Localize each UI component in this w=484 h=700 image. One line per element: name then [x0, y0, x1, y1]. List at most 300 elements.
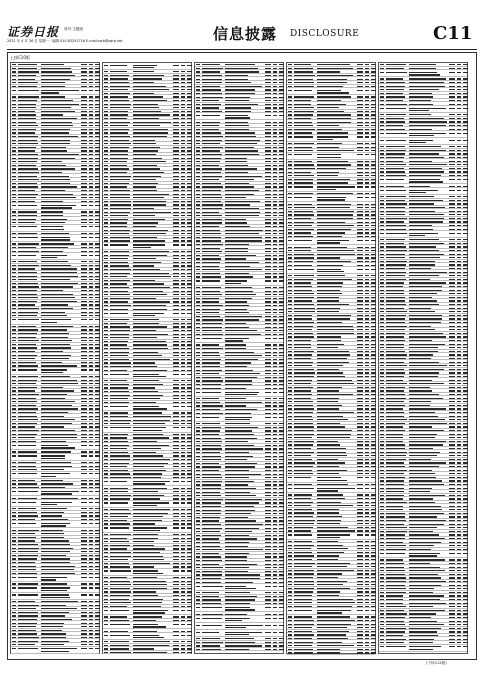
table-cell	[457, 419, 461, 420]
table-cell	[12, 111, 16, 112]
table-cell	[225, 287, 252, 288]
table-cell	[371, 225, 376, 226]
table-cell	[386, 233, 407, 234]
table-cell	[279, 567, 284, 568]
table-cell	[317, 372, 343, 373]
table-cell	[18, 158, 38, 159]
table-cell	[173, 527, 179, 528]
table-cell	[95, 251, 100, 252]
table-cell	[294, 573, 314, 574]
table-cell	[279, 405, 284, 406]
table-cell	[81, 430, 87, 431]
table-cell	[371, 265, 376, 266]
table-cell	[380, 93, 384, 94]
table-cell	[81, 147, 87, 148]
table-cell	[294, 387, 313, 388]
table-cell	[317, 505, 353, 506]
table-cell	[41, 229, 64, 230]
table-cell	[18, 562, 35, 563]
table-cell	[265, 266, 271, 267]
table-cell	[449, 175, 455, 176]
table-cell	[12, 143, 16, 144]
table-cell	[288, 383, 292, 384]
table-cell	[187, 434, 192, 435]
table-cell	[110, 129, 129, 130]
table-cell	[202, 79, 222, 80]
table-cell	[104, 523, 108, 524]
table-cell	[225, 625, 263, 626]
table-cell	[202, 430, 220, 431]
table-cell	[202, 93, 222, 94]
table-cell	[265, 219, 271, 220]
table-cell	[294, 290, 312, 291]
table-cell	[173, 65, 179, 66]
table-cell	[265, 298, 271, 299]
table-cell	[288, 179, 292, 180]
table-cell	[110, 168, 129, 169]
table-cell	[317, 573, 342, 574]
table-cell	[202, 86, 220, 87]
table-cell	[81, 255, 87, 256]
table-cell	[95, 79, 100, 80]
table-cell	[317, 179, 350, 180]
table-cell	[81, 333, 87, 334]
table-cell	[18, 626, 36, 627]
table-cell	[386, 340, 405, 341]
table-cell	[288, 104, 292, 105]
table-cell	[181, 111, 185, 112]
table-cell	[279, 463, 284, 464]
table-cell	[202, 319, 223, 320]
table-cell	[409, 416, 438, 417]
table-cell	[317, 154, 341, 155]
table-cell	[265, 348, 271, 349]
table-cell	[202, 89, 221, 90]
table-cell	[41, 476, 56, 477]
table-cell	[95, 644, 100, 645]
table-cell	[273, 176, 277, 177]
table-cell	[12, 483, 16, 484]
table-cell	[273, 488, 277, 489]
table-cell	[104, 588, 108, 589]
table-cell	[225, 642, 255, 643]
table-cell	[95, 125, 100, 126]
table-cell	[41, 265, 71, 266]
table-cell	[265, 334, 271, 335]
table-cell	[133, 158, 162, 159]
table-cell	[449, 336, 455, 337]
table-cell	[265, 510, 271, 511]
table-cell	[225, 309, 247, 310]
table-cell	[41, 523, 70, 524]
table-cell	[449, 214, 455, 215]
table-cell	[273, 150, 277, 151]
table-cell	[357, 584, 363, 585]
table-cell	[41, 337, 68, 338]
table-cell	[365, 318, 369, 319]
table-cell	[371, 218, 376, 219]
table-cell	[386, 153, 405, 154]
table-cell	[187, 412, 192, 413]
table-cell	[357, 365, 363, 366]
table-cell	[89, 147, 93, 148]
table-cell	[273, 344, 277, 345]
table-cell	[41, 623, 64, 624]
table-cell	[365, 304, 369, 305]
table-cell	[386, 390, 404, 391]
table-cell	[181, 588, 185, 589]
table-cell	[371, 412, 376, 413]
table-cell	[357, 505, 363, 506]
table-cell	[457, 93, 461, 94]
table-cell	[187, 154, 192, 155]
table-cell	[202, 392, 221, 393]
table-cell	[449, 419, 455, 420]
table-cell	[181, 548, 185, 549]
table-cell	[41, 64, 64, 65]
table-cell	[225, 64, 255, 65]
table-cell	[294, 240, 312, 241]
table-cell	[104, 89, 108, 90]
table-cell	[173, 610, 179, 611]
table-cell	[110, 595, 130, 596]
table-cell	[279, 553, 284, 554]
table-cell	[225, 294, 256, 295]
table-cell	[110, 545, 130, 546]
table-cell	[279, 186, 284, 187]
table-cell	[380, 308, 384, 309]
table-cell	[365, 240, 369, 241]
table-cell	[273, 204, 277, 205]
table-cell	[104, 374, 108, 375]
table-cell	[89, 340, 93, 341]
table-cell	[294, 570, 314, 571]
table-cell	[457, 408, 461, 409]
table-cell	[181, 591, 185, 592]
table-cell	[202, 115, 220, 116]
table-cell	[202, 168, 222, 169]
table-cell	[265, 262, 271, 263]
table-cell	[265, 97, 271, 98]
table-cell	[371, 383, 376, 384]
table-cell	[365, 620, 369, 621]
table-cell	[463, 225, 468, 226]
table-cell	[173, 262, 179, 263]
table-cell	[409, 308, 431, 309]
table-cell	[449, 405, 455, 406]
table-cell	[12, 154, 16, 155]
table-cell	[386, 203, 407, 204]
table-row	[11, 500, 99, 507]
table-cell	[95, 107, 100, 108]
table-cell	[371, 638, 376, 639]
table-cell	[265, 456, 271, 457]
table-cell	[41, 96, 65, 97]
table-cell	[409, 272, 447, 273]
table-cell	[110, 520, 127, 521]
table-cell	[133, 370, 167, 371]
table-cell	[273, 348, 277, 349]
table-cell	[265, 269, 271, 270]
table-cell	[173, 194, 179, 195]
table-cell	[386, 200, 405, 201]
table-cell	[95, 261, 100, 262]
table-cell	[409, 380, 432, 381]
table-cell	[81, 297, 87, 298]
table-cell	[288, 114, 292, 115]
table-cell	[317, 199, 345, 200]
table-cell	[371, 459, 376, 460]
table-cell	[365, 75, 369, 76]
table-cell	[12, 390, 16, 391]
table-cell	[386, 161, 403, 162]
table-cell	[279, 586, 284, 587]
table-cell	[95, 508, 100, 509]
table-cell	[133, 466, 164, 467]
table-cell	[110, 570, 131, 571]
table-cell	[288, 444, 292, 445]
table-cell	[89, 251, 93, 252]
table-cell	[187, 427, 192, 428]
table-cell	[294, 448, 311, 449]
table-cell	[449, 207, 455, 208]
table-cell	[181, 114, 185, 115]
table-cell	[110, 427, 131, 428]
table-cell	[89, 111, 93, 112]
table-cell	[181, 183, 185, 184]
table-cell	[181, 631, 185, 632]
table-cell	[110, 635, 130, 636]
table-cell	[181, 624, 185, 625]
table-cell	[371, 545, 376, 546]
table-cell	[95, 491, 100, 492]
table-cell	[380, 333, 384, 334]
table-cell	[294, 545, 314, 546]
table-cell	[365, 100, 369, 101]
table-cell	[409, 387, 430, 388]
table-cell	[371, 150, 376, 151]
table-cell	[279, 392, 284, 393]
table-cell	[357, 297, 363, 298]
table-cell	[365, 520, 369, 521]
table-cell	[449, 229, 455, 230]
table-cell	[273, 316, 277, 317]
table-cell	[133, 315, 155, 316]
table-cell	[41, 419, 75, 420]
table-cell	[273, 266, 277, 267]
table-cell	[449, 157, 455, 158]
table-cell	[294, 616, 312, 617]
table-cell	[365, 405, 369, 406]
table-cell	[371, 311, 376, 312]
table-cell	[173, 161, 179, 162]
table-cell	[12, 451, 16, 452]
table-cell	[133, 423, 165, 424]
table-cell	[18, 247, 36, 248]
table-cell	[187, 534, 192, 535]
table-cell	[110, 255, 129, 256]
table-cell	[18, 304, 35, 305]
table-cell	[386, 351, 405, 352]
table-cell	[294, 548, 311, 549]
table-cell	[317, 189, 336, 190]
table-cell	[449, 344, 455, 345]
table-cell	[225, 398, 246, 399]
table-cell	[449, 150, 455, 151]
table-cell	[371, 473, 376, 474]
table-cell	[196, 316, 200, 317]
table-cell	[371, 114, 376, 115]
table-cell	[89, 508, 93, 509]
table-cell	[187, 495, 192, 496]
table-cell	[181, 313, 185, 314]
table-cell	[288, 470, 292, 471]
table-cell	[202, 125, 219, 126]
table-cell	[18, 226, 37, 227]
table-cell	[288, 71, 292, 72]
table-cell	[110, 204, 131, 205]
table-cell	[95, 255, 100, 256]
table-cell	[317, 581, 347, 582]
table-cell	[265, 258, 271, 259]
table-row	[11, 586, 99, 593]
table-cell	[317, 351, 349, 352]
table-cell	[225, 183, 249, 184]
table-cell	[279, 132, 284, 133]
table-cell	[294, 408, 314, 409]
table-cell	[81, 290, 87, 291]
table-cell	[279, 445, 284, 446]
table-cell	[409, 293, 437, 294]
table-cell	[95, 423, 100, 424]
table-cell	[380, 380, 384, 381]
table-cell	[457, 153, 461, 154]
table-cell	[380, 96, 384, 97]
table-cell	[380, 340, 384, 341]
table-cell	[202, 287, 221, 288]
table-cell	[380, 179, 384, 180]
table-cell	[365, 570, 369, 571]
table-cell	[173, 412, 179, 413]
table-cell	[380, 82, 384, 83]
table-cell	[294, 297, 314, 298]
table-cell	[173, 416, 179, 417]
table-cell	[449, 133, 455, 134]
table-cell	[196, 204, 200, 205]
table-cell	[187, 294, 192, 295]
table-cell	[133, 541, 154, 542]
table-cell	[449, 200, 455, 201]
table-cell	[41, 601, 78, 602]
table-cell	[81, 608, 87, 609]
table-cell	[173, 420, 179, 421]
table-cell	[173, 100, 179, 101]
table-cell	[357, 408, 363, 409]
table-cell	[449, 290, 455, 291]
table-cell	[89, 369, 93, 370]
table-cell	[294, 79, 313, 80]
table-cell	[12, 118, 16, 119]
table-cell	[457, 64, 461, 65]
table-cell	[365, 344, 369, 345]
table-cell	[89, 143, 93, 144]
table-cell	[12, 583, 16, 584]
table-cell	[89, 437, 93, 438]
table-cell	[181, 179, 185, 180]
table-cell	[317, 71, 340, 72]
table-cell	[371, 624, 376, 625]
table-cell	[133, 624, 158, 625]
table-cell	[173, 226, 179, 227]
table-cell	[202, 520, 219, 521]
table-cell	[317, 75, 353, 76]
table-cell	[279, 477, 284, 478]
table-row	[195, 648, 283, 652]
table-cell	[12, 562, 16, 563]
table-cell	[279, 492, 284, 493]
table-cell	[317, 254, 355, 255]
table-cell	[225, 445, 254, 446]
table-cell	[41, 286, 73, 287]
table-cell	[409, 86, 445, 87]
table-row	[287, 88, 375, 95]
table-cell	[196, 417, 200, 418]
table-cell	[273, 100, 277, 101]
table-cell	[279, 535, 284, 536]
table-cell	[18, 430, 39, 431]
table-cell	[133, 222, 158, 223]
table-cell	[12, 71, 16, 72]
table-cell	[81, 304, 87, 305]
table-cell	[12, 211, 16, 212]
table-cell	[365, 207, 369, 208]
table-cell	[104, 645, 108, 646]
table-cell	[288, 520, 292, 521]
table-cell	[273, 513, 277, 514]
table-cell	[133, 430, 162, 431]
table-cell	[317, 455, 347, 456]
table-cell	[81, 540, 87, 541]
table-cell	[457, 347, 461, 348]
table-cell	[173, 287, 179, 288]
table-cell	[12, 301, 16, 302]
table-cell	[196, 484, 200, 485]
table-cell	[81, 211, 87, 212]
table-cell	[12, 268, 16, 269]
table-cell	[357, 250, 363, 251]
table-cell	[225, 546, 248, 547]
table-cell	[386, 333, 405, 334]
table-cell	[181, 645, 185, 646]
table-cell	[317, 250, 354, 251]
table-cell	[288, 602, 292, 603]
table-cell	[371, 376, 376, 377]
table-cell	[196, 255, 200, 256]
table-cell	[317, 172, 339, 173]
table-cell	[196, 122, 200, 123]
table-cell	[273, 136, 277, 137]
table-cell	[173, 179, 179, 180]
table-cell	[457, 315, 461, 316]
table-cell	[202, 262, 220, 263]
table-cell	[386, 175, 406, 176]
table-cell	[187, 129, 192, 130]
table-cell	[133, 376, 166, 377]
table-cell	[273, 165, 277, 166]
table-cell	[265, 638, 271, 639]
table-cell	[279, 459, 284, 460]
table-cell	[317, 161, 348, 162]
